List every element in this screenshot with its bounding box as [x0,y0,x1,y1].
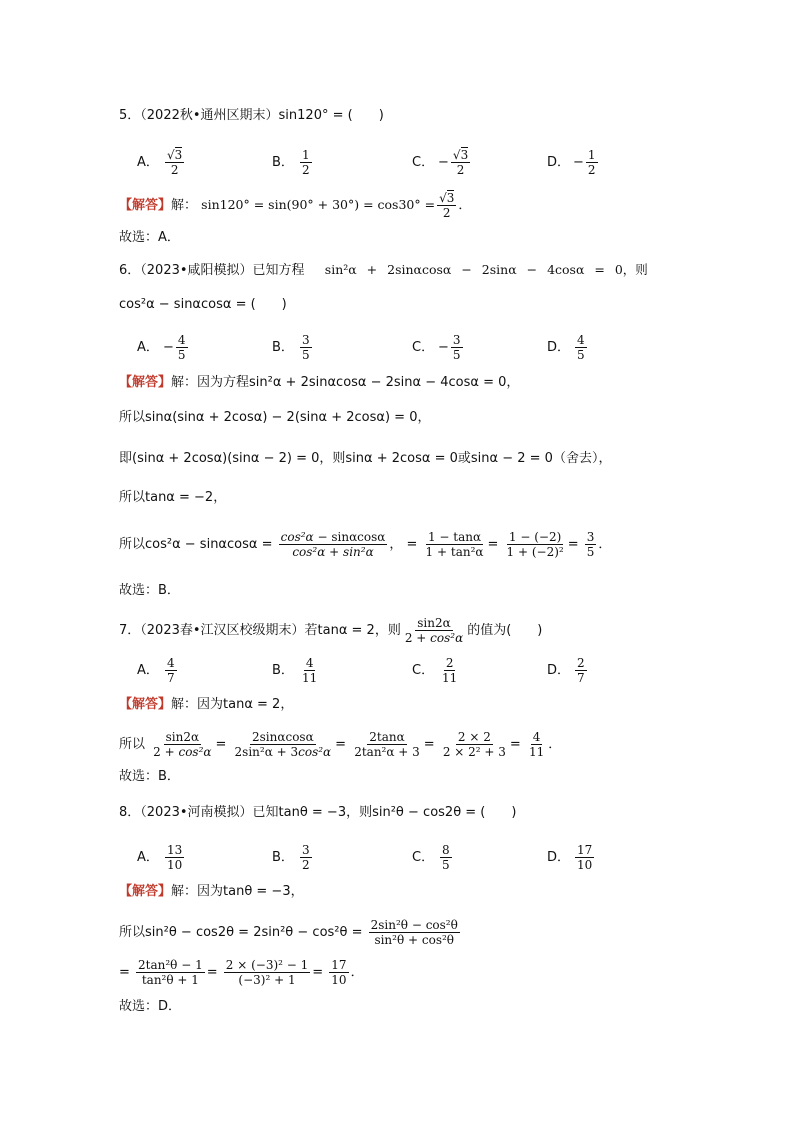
q5-choose: 故选：A． [119,230,180,245]
option-label: C． [412,340,435,355]
q6-stem: 6．（2023•咸阳模拟）已知方程 sin²α + 2sinαcosα − 2sinα − 4cosα = 0，则 [119,262,648,278]
option-label: A． [137,340,159,355]
answer-tag: 【解答】 [119,198,172,213]
q8-option-a[interactable]: A． $\frac{13}{10}$ [137,843,183,872]
q7-option-a[interactable]: A． $\frac{4}{7}$ [137,656,175,685]
option-label: B． [272,155,294,170]
q5-answer: 【解答】解： sin120° = sin(90° + 30°) = cos30° = $\frac{√3}{2}$ ． [119,191,472,220]
option-label: A． [137,850,159,865]
q6-answer-4: 所以tanα = −2， [119,490,227,505]
option-label: B． [272,340,294,355]
q8-choose: 故选：D． [119,999,182,1014]
q6-answer-1: 【解答】解：因为方程sin²α + 2sinαcosα − 2sinα − 4cosα = 0， [119,375,520,390]
q6-answer-5: 所以cos²α − sinαcosα = $\frac{\text{cos²α − sinαcosα}}{\text{cos²α + sin²α}}$ ， = $\frac{1 - \tan\alpha}{\text{1 + tan²α}}$ = $\frac{1 - (-2)}{\text{1 + (−2)²}}$ = $\frac{3}{5}$ ． [119,530,612,559]
option-label: A． [137,155,159,170]
q6-choose: 故选：B． [119,583,180,598]
q7-answer-2: 所以 $\frac{\sin 2\alpha}{\text{2 + cos²α}}$ = $\frac{2\sin\alpha\cos\alpha}{\text{2sin²α + 3cos²α}}$ = $\frac{2\tan\alpha}{\text{2tan²α + 3}}$ = $\frac{2 \times 2}{\text{2 × 2² + 3}}$ = $\frac{4}{11}$ ． [119,730,562,759]
q7-option-d[interactable]: D． $\frac{2}{7}$ [547,656,585,685]
q7-answer-1: 【解答】解：因为tanα = 2， [119,697,294,712]
q8-answer-3: = $\frac{\text{2tan²θ − 1}}{\text{tan²θ + 1}}$ = $\frac{\text{2 × (−3)² − 1}}{\text{(−3)² + 1}}$ = $\frac{17}{10}$ ． [119,958,364,987]
option-label: D． [547,850,571,865]
q5-option-c[interactable]: C． − $\frac{√3}{2}$ [412,148,469,177]
q7-stem: 7．（2023春•江汉区校级期末）若tanα = 2，则 $\frac{\sin 2\alpha}{\text{2 + cos²α}}$ 的值为( ) [119,616,543,645]
q5-stem: 5．（2022秋•通州区期末）sin120° = ( ) [119,108,384,123]
q8-answer-2: 所以sin²θ − cos2θ = 2sin²θ − cos²θ = $\frac{\text{2sin²θ − cos²θ}}{\text{sin²θ + cos²θ}}$ [119,918,458,947]
q8-option-d[interactable]: D． $\frac{17}{10}$ [547,843,593,872]
q6-option-a[interactable]: A． − $\frac{4}{5}$ [137,333,186,362]
answer-tag: 【解答】 [119,375,172,390]
q6-option-b[interactable]: B． $\frac{3}{5}$ [272,333,310,362]
q5-option-b[interactable]: B． $\frac{1}{2}$ [272,148,310,177]
option-label: D． [547,340,571,355]
q6-answer-3: 即(sinα + 2cosα)(sinα − 2) = 0，则sinα + 2cosα = 0或sinα − 2 = 0（舍去）， [119,451,612,466]
option-label: B． [272,850,294,865]
option-label: C． [412,850,435,865]
option-label: C． [412,155,435,170]
q7-option-c[interactable]: C． $\frac{2}{11}$ [412,656,458,685]
option-label: D． [547,155,571,170]
answer-tag: 【解答】 [119,884,172,899]
option-label: D． [547,663,571,678]
q6-answer-2: 所以sinα(sinα + 2cosα) − 2(sinα + 2cosα) = 0， [119,410,431,425]
q5-option-a[interactable]: A． $\frac{√3}{2}$ [137,148,183,177]
option-label: A． [137,663,159,678]
q6-option-c[interactable]: C． − $\frac{3}{5}$ [412,333,461,362]
q8-option-c[interactable]: C． $\frac{8}{5}$ [412,843,450,872]
q6-stem-2: cos²α − sinαcosα = ( ) [119,297,287,312]
option-label: C． [412,663,435,678]
answer-tag: 【解答】 [119,697,172,712]
q6-option-d[interactable]: D． $\frac{4}{5}$ [547,333,585,362]
q8-stem: 8．（2023•河南模拟）已知tanθ = −3，则sin²θ − cos2θ = ( ) [119,805,517,820]
q7-option-b[interactable]: B． $\frac{4}{11}$ [272,656,318,685]
q8-answer-1: 【解答】解：因为tanθ = −3， [119,884,304,899]
q7-choose: 故选：B． [119,769,180,784]
q5-option-d[interactable]: D． − $\frac{1}{2}$ [547,148,596,177]
option-label: B． [272,663,294,678]
q8-option-b[interactable]: B． $\frac{3}{2}$ [272,843,310,872]
